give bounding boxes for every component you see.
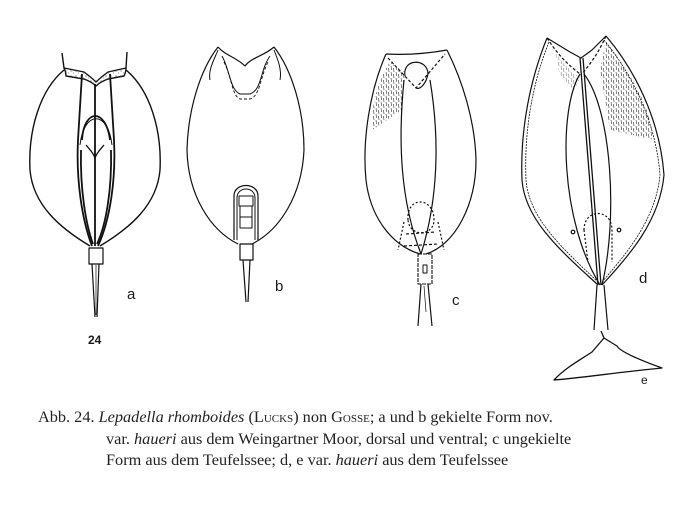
specimen-c xyxy=(365,50,476,326)
caption-non-author: Gosse xyxy=(331,407,370,426)
figure-number: 24 xyxy=(88,333,102,347)
panel-label-b: b xyxy=(275,278,284,295)
panel-label-c: c xyxy=(452,292,460,309)
panel-label-a: a xyxy=(127,286,136,303)
panel-label-d: d xyxy=(639,270,648,287)
panel-label-e: e xyxy=(641,373,648,387)
caption-line-3: Form aus dem Teufelssee; d, e var. haueri aus dem Teufelssee xyxy=(106,450,509,469)
caption-prefix: Abb. 24. xyxy=(38,407,95,426)
specimen-b xyxy=(187,47,304,302)
caption-author: Lucks xyxy=(253,407,294,426)
caption-line-2: var. haueri aus dem Weingartner Moor, dorsal und ventral; c ungekielte xyxy=(106,428,572,448)
caption-line-1: Abb. 24. Lepadella rhomboides (Lucks) non Gosse; a und b gekielte Form nov. xyxy=(38,407,553,426)
specimen-a xyxy=(30,52,160,317)
caption-variety: haueri xyxy=(335,450,379,469)
caption-variety: haueri xyxy=(134,428,177,448)
caption-species: Lepadella rhomboides xyxy=(98,407,245,426)
figure-caption xyxy=(38,406,678,471)
